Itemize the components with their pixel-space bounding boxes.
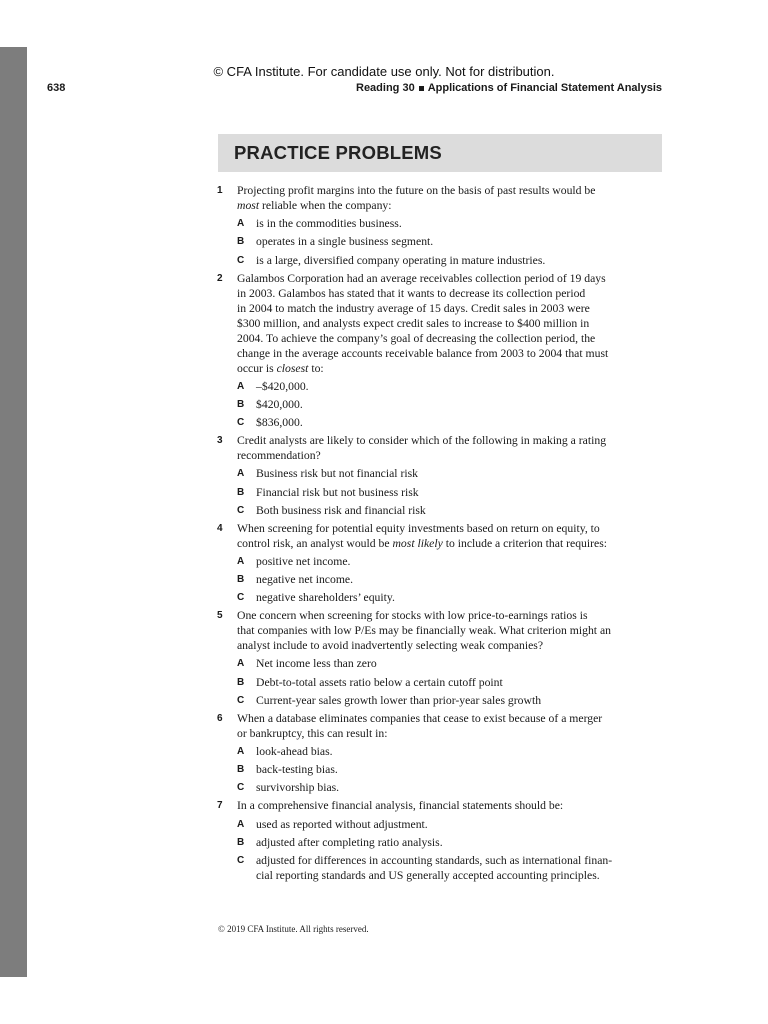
option-letter: A: [237, 658, 245, 670]
option-letter: B: [237, 764, 245, 776]
question-line: [237, 361, 665, 376]
question-line: When screening for potential equity investments based on return on equity, to: [237, 521, 600, 535]
option-letter: C: [237, 592, 245, 604]
practice-problems-list: [215, 183, 665, 883]
question-line: [237, 198, 665, 213]
question-number: 4: [217, 522, 223, 534]
option-text: $836,000.: [256, 416, 303, 430]
question-line: [237, 536, 665, 551]
option-text: Net income less than zero: [256, 657, 377, 671]
emphasis: most likely: [392, 536, 443, 550]
option-a: [237, 656, 665, 671]
option-letter: B: [237, 836, 245, 848]
option-letter: C: [237, 254, 245, 266]
option-text: positive net income.: [256, 554, 351, 568]
watermark-notice: © CFA Institute. For candidate use only. Not for distribution.: [213, 64, 555, 79]
running-head: [356, 82, 662, 94]
emphasis: closest: [276, 361, 309, 375]
option-letter: B: [237, 676, 245, 688]
question-4: [215, 521, 665, 606]
option-a: [237, 466, 665, 481]
option-text: used as reported without adjustment.: [256, 817, 428, 831]
option-letter: B: [237, 236, 245, 248]
page-gutter-bar: [0, 47, 27, 977]
option-letter: B: [237, 398, 245, 410]
option-c: [237, 590, 665, 605]
question-text: [237, 798, 665, 813]
question-number: 1: [217, 185, 223, 196]
question-line: Galambos Corporation had an average receivables collection period of 19 days: [237, 271, 606, 285]
question-line: Projecting profit margins into the future on the basis of past results would be: [237, 184, 596, 197]
option-b: [237, 485, 665, 500]
option-b: [237, 397, 665, 412]
option-letter: B: [237, 574, 245, 586]
question-number: 6: [217, 712, 223, 724]
option-text: $420,000.: [256, 397, 303, 411]
question-line: recommendation?: [237, 449, 321, 463]
option-b: [237, 675, 665, 690]
option-a: [237, 744, 665, 759]
answer-options: [237, 554, 665, 605]
question-5: [215, 608, 665, 708]
question-line: 2004. To achieve the company’s goal of decreasing the collection period, the: [237, 331, 596, 345]
question-line-rest: reliable when the company:: [259, 199, 392, 212]
option-letter: C: [237, 694, 245, 706]
question-line: in 2003. Galambos has stated that it wants to decrease its collection period: [237, 286, 586, 300]
option-text: survivorship bias.: [256, 781, 340, 795]
answer-options: [237, 379, 665, 430]
question-line: analyst include to avoid inadvertently selecting weak companies?: [237, 639, 544, 653]
option-text: operates in a single business segment.: [256, 235, 434, 249]
question-text: [237, 608, 665, 653]
option-b: [237, 572, 665, 587]
option-text: back-testing bias.: [256, 763, 338, 777]
option-letter: C: [237, 854, 245, 866]
answer-options: [237, 817, 665, 883]
option-text: Both business risk and financial risk: [256, 503, 426, 517]
question-text: [237, 521, 665, 551]
question-line: Credit analysts are likely to consider which of the following in making a rating: [237, 434, 607, 448]
option-text: Debt-to-total assets ratio below a certain cutoff point: [256, 675, 503, 689]
option-text: is a large, diversified company operating in mature industries.: [256, 253, 546, 267]
option-letter: A: [237, 218, 245, 230]
page-number: 638: [47, 82, 66, 94]
option-text: –$420,000.: [256, 379, 309, 393]
question-7: [215, 798, 665, 883]
question-6: [215, 711, 665, 796]
option-letter: C: [237, 417, 245, 429]
answer-options: [237, 466, 665, 517]
question-1: [215, 183, 665, 268]
question-number: 7: [217, 800, 223, 812]
option-b: [237, 835, 665, 850]
question-line: or bankruptcy, this can result in:: [237, 726, 388, 740]
question-3: [215, 433, 665, 518]
option-letter: A: [237, 468, 245, 480]
option-text: Financial risk but not business risk: [256, 485, 419, 499]
copyright-footer: © 2019 CFA Institute. All rights reserved.: [218, 924, 369, 934]
option-letter: C: [237, 504, 245, 516]
question-line: One concern when screening for stocks with low price-to-earnings ratios is: [237, 609, 588, 623]
section-title: PRACTICE PROBLEMS: [218, 134, 662, 172]
option-letter: A: [237, 746, 245, 757]
option-b: [237, 762, 665, 777]
question-line: change in the average accounts receivable balance from 2003 to 2004 that must: [237, 346, 609, 360]
option-text: adjusted for differences in accounting standards, such as international finan-: [256, 853, 613, 867]
option-text: Business risk but not financial risk: [256, 467, 418, 481]
question-line-post: to include a criterion that requires:: [442, 536, 608, 550]
question-line: in 2004 to match the industry average of 15 days. Credit sales in 2003 were: [237, 301, 590, 315]
question-line: In a comprehensive financial analysis, financial statements should be:: [237, 799, 564, 813]
option-c: [237, 503, 665, 518]
option-c: [237, 853, 665, 883]
question-text: [237, 183, 665, 213]
emphasis: most: [237, 199, 260, 212]
option-letter: A: [237, 380, 245, 392]
option-b: [237, 234, 665, 249]
question-line: that companies with low P/Es may be financially weak. What criterion might an: [237, 624, 612, 638]
question-text: [237, 271, 665, 376]
question-text: [237, 711, 665, 741]
option-letter: C: [237, 782, 245, 794]
answer-options: [237, 744, 665, 795]
option-text: negative shareholders’ equity.: [256, 591, 395, 605]
option-c: [237, 415, 665, 430]
question-number: 5: [217, 610, 223, 622]
answer-options: [237, 656, 665, 707]
square-separator-icon: [419, 86, 424, 91]
question-line: When a database eliminates companies that cease to exist because of a merger: [237, 711, 603, 725]
question-line-pre: control risk, an analyst would be: [237, 536, 393, 550]
option-text-continued: cial reporting standards and US generally accepted accounting principles.: [256, 868, 600, 882]
option-c: [237, 253, 665, 268]
option-text: negative net income.: [256, 573, 354, 587]
answer-options: [237, 216, 665, 267]
option-letter: B: [237, 486, 245, 498]
option-c: [237, 780, 665, 795]
option-a: [237, 379, 665, 394]
question-text: [237, 433, 665, 463]
option-a: [237, 817, 665, 832]
option-letter: A: [237, 818, 245, 830]
question-line-pre: occur is: [237, 361, 277, 375]
option-text: Current-year sales growth lower than prior-year sales growth: [256, 693, 542, 707]
question-line: $300 million, and analysts expect credit sales to increase to $400 million in: [237, 316, 590, 330]
option-a: [237, 554, 665, 569]
question-line-post: to:: [308, 361, 324, 375]
question-number: 3: [217, 435, 223, 447]
reading-label: Reading 30: [356, 82, 415, 94]
question-number: 2: [217, 272, 223, 284]
option-c: [237, 693, 665, 708]
option-text: look-ahead bias.: [256, 745, 333, 758]
option-text: adjusted after completing ratio analysis.: [256, 835, 443, 849]
reading-title: Applications of Financial Statement Analysis: [427, 82, 662, 94]
option-letter: A: [237, 555, 245, 567]
option-text: is in the commodities business.: [256, 217, 402, 231]
question-2: [215, 271, 665, 431]
option-a: [237, 216, 665, 231]
